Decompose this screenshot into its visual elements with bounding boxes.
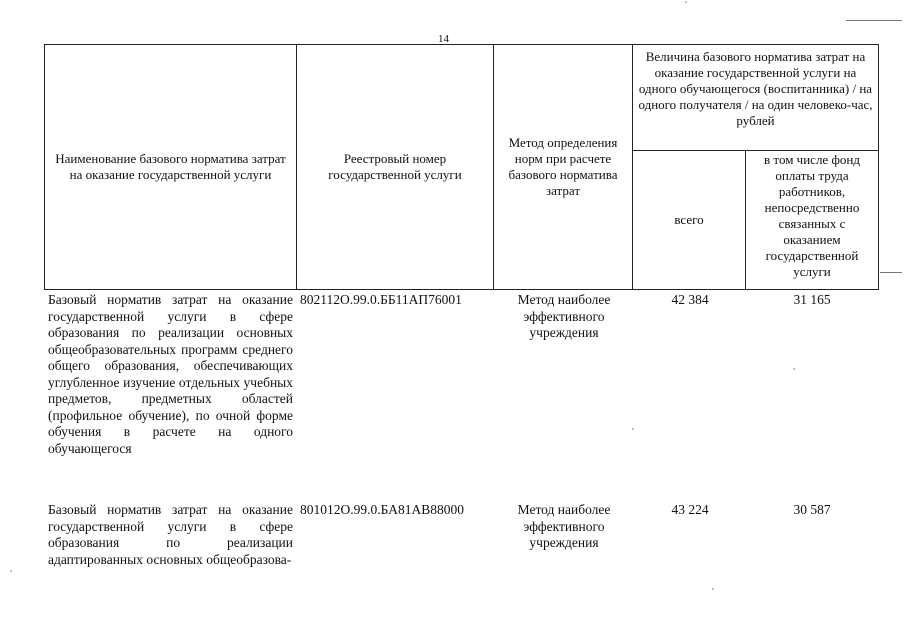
page-number: 14 [438, 33, 449, 45]
scan-speck [793, 368, 795, 370]
header-total-cell [632, 150, 746, 290]
header-total-label: всего [674, 212, 704, 227]
header-wage-cell [745, 150, 879, 290]
row-registry: 801012О.99.0.БА81АВ88000 [300, 502, 464, 517]
scan-mark-right [880, 272, 902, 273]
scan-speck [685, 1, 687, 3]
row-name: Базовый норматив затрат на оказание государственной услуги в сфере образования по реализации адаптированных основных общеобразова- [48, 502, 293, 567]
row-name: Базовый норматив затрат на оказание государственной услуги в сфере образования по реализации основных общеобразовательных программ среднего общего образования, обеспечивающих углубленное изучение отдельных учебных предметов, предметных областей (профильное обучение), по очной форме обучения в расчете на одного обучающегося [48, 292, 293, 456]
header-name-label: Наименование базового норматива затрат на оказание государственной услуги [55, 151, 286, 182]
scan-mark-top-right [846, 20, 902, 21]
header-registry-label: Реестровый номер государственной услуги [328, 151, 462, 182]
row-wage: 31 165 [793, 292, 831, 307]
scan-speck [632, 428, 634, 430]
row-method: Метод наиболее эффективного учреждения [517, 502, 611, 550]
header-method-cell [493, 44, 633, 290]
header-value-label: Величина базового норматива затрат на оказание государственной услуги на одного обучающегося (воспитанника) / на одного получателя / на один человеко-час, рублей [638, 49, 873, 128]
row-registry: 802112О.99.0.ББ11АП76001 [300, 292, 462, 307]
row-total: 43 224 [671, 502, 709, 517]
row-total: 42 384 [671, 292, 709, 307]
header-method-label: Метод определения норм при расчете базового норматива затрат [508, 135, 618, 198]
header-registry-cell [296, 44, 494, 290]
header-wage-label: в том числе фонд оплаты труда работников, непосредственно связанных с оказанием государственной услуги [764, 152, 860, 279]
scan-speck [10, 570, 12, 572]
header-name-cell [44, 44, 297, 290]
scan-speck [712, 588, 714, 590]
header-value-cell [632, 44, 879, 151]
row-wage: 30 587 [793, 502, 831, 517]
row-method: Метод наиболее эффективного учреждения [517, 292, 611, 340]
